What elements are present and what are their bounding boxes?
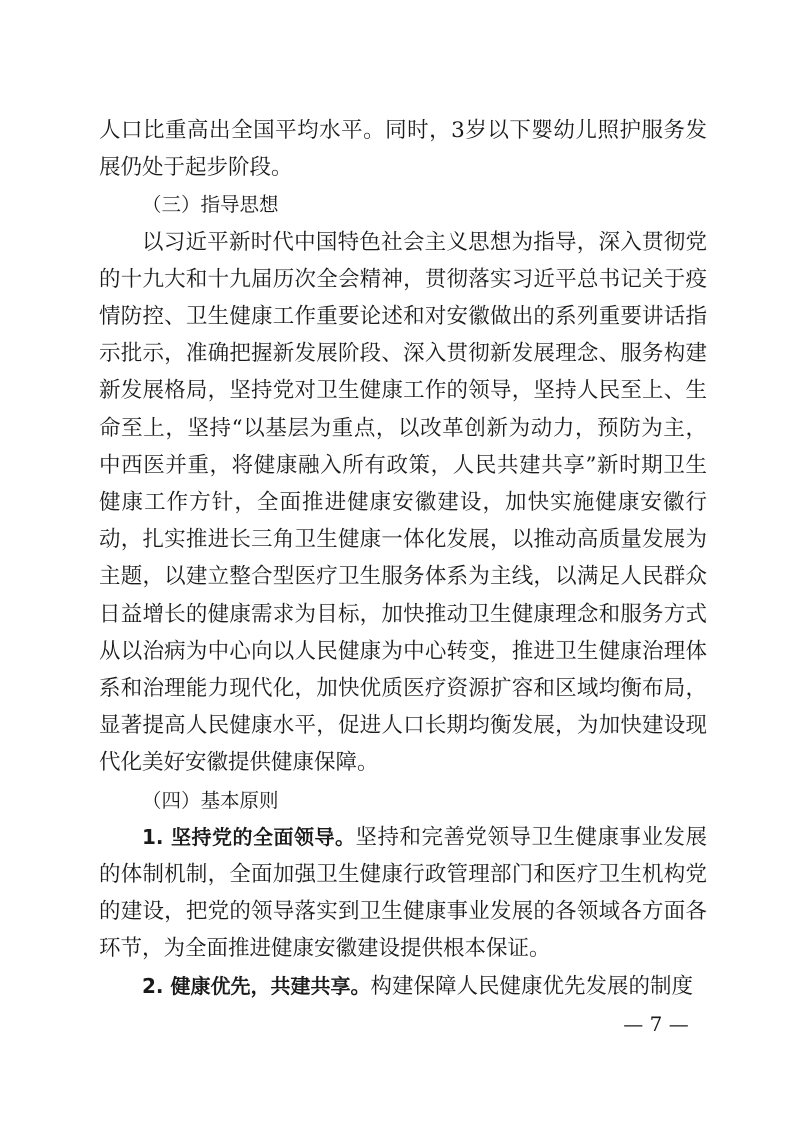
- principle-1-title: 1. 坚持党的全面领导。: [142, 824, 356, 849]
- principle-1-text: 坚持和完善党领导卫生健康事业发展的体制机制，全面加强卫生健康行政管理部门和医疗卫生机构党的建设，把党的领导落实到卫生健康事业发展的各领域各方面各环节，为全面推进健康安徽建设提供根本保证。: [99, 824, 707, 962]
- principle-1: [99, 819, 707, 968]
- paragraph-continuation: 人口比重高出全国平均水平。同时，3岁以下婴幼儿照护服务发展仍处于起步阶段。: [99, 118, 707, 181]
- section-heading-guiding-ideology: （三）指导思想: [142, 193, 279, 217]
- paragraph-guiding-ideology: 以习近平新时代中国特色社会主义思想为指导，深入贯彻党的十九大和十九届历次全会精神，贯彻落实习近平总书记关于疫情防控、卫生健康工作重要论述和对安徽做出的系列重要讲话指示批示，准确把握新发展阶段、深入贯彻新发展理念、服务构建新发展格局，坚持党对卫生健康工作的领导，坚持人民至上、生命至上，坚持“以基层为重点，以改革创新为动力，预防为主，中西医并重，将健康融入所有政策，人民共建共享”新时期卫生健康工作方针，全面推进健康安徽建设，加快实施健康安徽行动，扎实推进长三角卫生健康一体化发展，以推动高质量发展为主题，以建立整合型医疗卫生服务体系为主线，以满足人民群众日益增长的健康需求为目标，加快推动卫生健康理念和服务方式从以治病为中心向以人民健康为中心转变，推进卫生健康治理体系和治理能力现代化，加快优质医疗资源扩容和区域均衡布局，显著提高人民健康水平，促进人口长期均衡发展，为加快建设现代化美好安徽提供健康保障。: [99, 229, 707, 776]
- document-body: [99, 112, 707, 1005]
- principle-2-text: 构建保障人民健康优先发展的制度: [370, 973, 693, 999]
- page-number: — 7 —: [623, 1012, 689, 1036]
- section-heading-basic-principles: （四）基本原则: [142, 788, 279, 812]
- principle-2: [99, 968, 707, 1005]
- principle-2-title: 2. 健康优先，共建共享。: [142, 973, 371, 998]
